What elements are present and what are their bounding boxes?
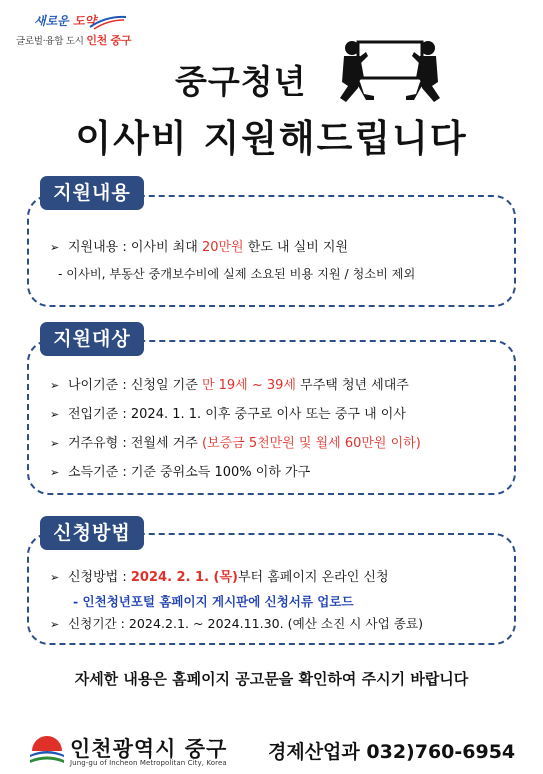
title-line-2: 이사비 지원해드립니다 xyxy=(75,117,468,160)
org-name-english: Jung-gu of Incheon Metropolitan City, Korea xyxy=(70,759,227,767)
slogan-text-1: 새로운 xyxy=(34,14,73,28)
application-method-row: ➢ 신청방법 : 2024. 2. 1. (목)부터 홈페이지 온라인 신청 xyxy=(50,570,389,585)
logo-sub-text: 글로벌·융합 도시 xyxy=(16,36,87,47)
contact-info: 경제산업과 032)760-6954 xyxy=(268,741,516,763)
arrow-icon: ➢ xyxy=(50,379,60,392)
city-logo xyxy=(16,12,136,52)
income-criteria-row: ➢ 소득기준 : 기준 중위소득 100% 이하 가구 xyxy=(50,465,311,480)
arrow-icon: ➢ xyxy=(50,618,60,631)
residence-type-row: ➢ 거주유형 : 전월세 거주 (보증금 5천만원 및 월세 60만원 이하) xyxy=(50,436,421,451)
application-period-row: ➢ 신청기간 : 2024.2.1. ~ 2024.11.30. (예산 소진 시 사업 종료) xyxy=(50,616,423,631)
arrow-icon: ➢ xyxy=(50,437,60,450)
title-line-1: 중구청년 xyxy=(175,62,307,101)
arrow-icon: ➢ xyxy=(50,408,60,421)
support-detail-row: - 이사비, 부동산 중개보수비에 실제 소요된 비용 지원 / 청소비 제외 xyxy=(58,267,416,281)
arrow-icon: ➢ xyxy=(50,571,60,584)
move-in-criteria-row: ➢ 전입기준 : 2024. 1. 1. 이후 중구로 이사 또는 중구 내 이사 xyxy=(50,407,406,422)
section-tag-support-content: 지원내용 xyxy=(40,176,144,210)
arrow-icon: ➢ xyxy=(50,241,60,254)
arrow-icon: ➢ xyxy=(50,466,60,479)
section-tag-application: 신청방법 xyxy=(40,516,144,550)
support-amount-row: ➢ 지원내용 : 이사비 최대 20만원 한도 내 실비 지원 xyxy=(50,240,349,255)
section-tag-eligibility: 지원대상 xyxy=(40,322,144,356)
jung-gu-emblem-icon xyxy=(28,733,66,769)
age-criteria-row: ➢ 나이기준 : 신청일 기준 만 19세 ~ 39세 무주택 청년 세대주 xyxy=(50,378,409,393)
swoosh-icon xyxy=(88,14,128,30)
org-name: 인천광역시 중구 xyxy=(70,737,228,761)
movers-carrying-box-icon xyxy=(330,38,450,108)
logo-sub-name: 인천 중구 xyxy=(86,34,132,47)
homepage-notice: 자세한 내용은 홈페이지 공고문을 확인하여 주시기 바랍니다 xyxy=(74,670,469,688)
slogan-text-2: 도약 xyxy=(72,14,97,28)
upload-instruction-row: - 인천청년포털 홈페이지 게시판에 신청서류 업로드 xyxy=(73,594,354,609)
